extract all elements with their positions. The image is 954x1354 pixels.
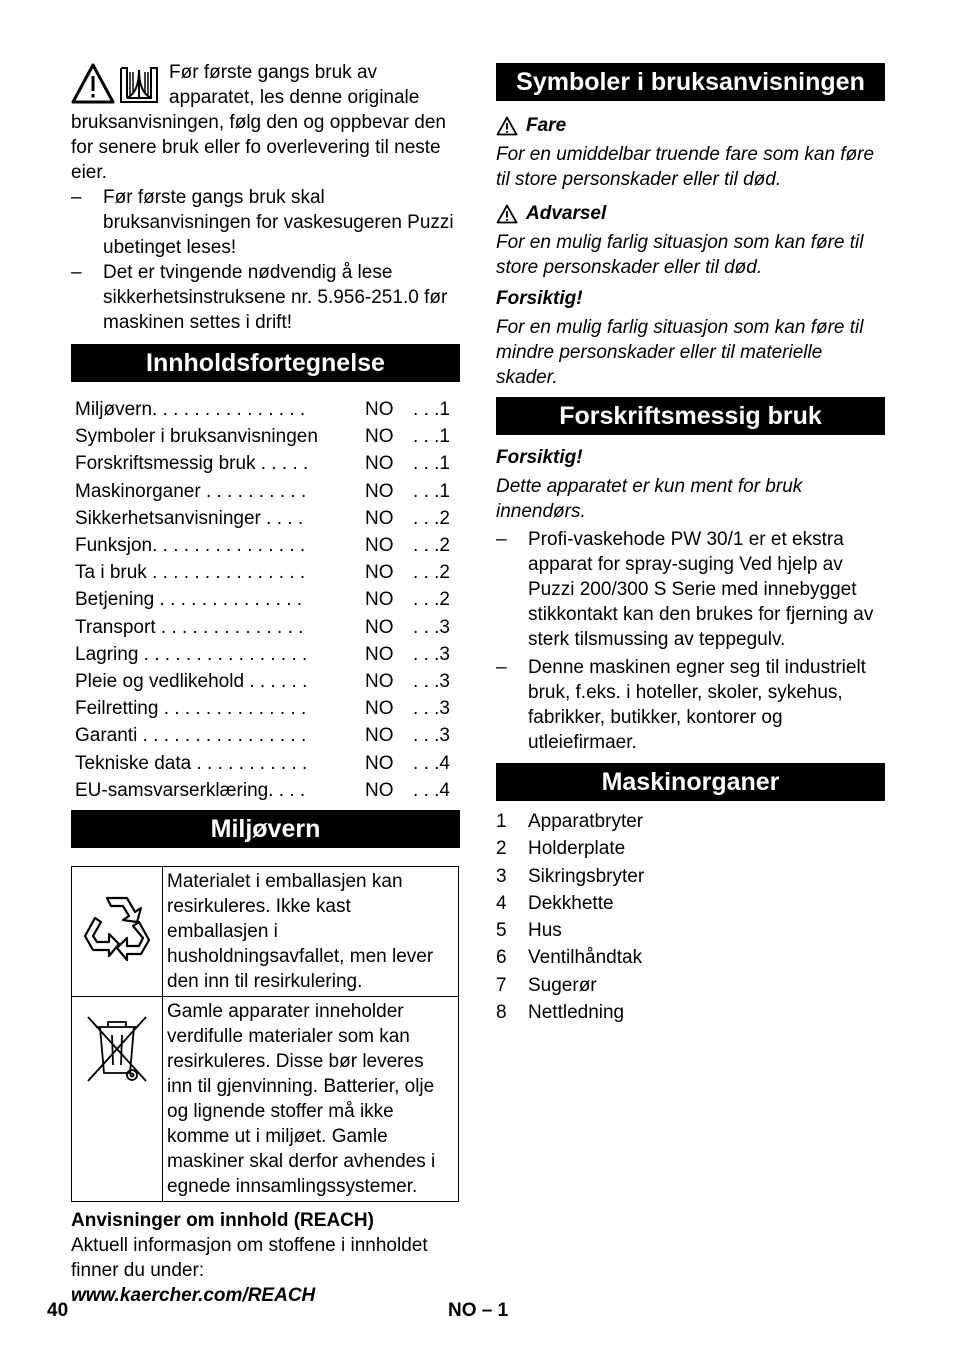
toc-entry-page: . . .2 bbox=[413, 535, 450, 557]
toc-entry-lang: NO bbox=[365, 616, 394, 638]
waste-text: Gamle apparater inneholder verdifulle materialer som kan resirkuleres. Disse bør leveres inn til gjenvinning. Batterier, olje og lignende stoffer må ikke komme ut i miljøet. Gamle maskiner skal derfor avhendes i egnede innsamlingssystemer. bbox=[163, 996, 459, 1201]
toc-entry-title: Maskinorganer . . . . . . . . . . bbox=[75, 480, 307, 502]
part-label: Holderplate bbox=[528, 838, 626, 860]
part-label: Hus bbox=[528, 920, 562, 942]
toc-entry-title: EU-samsvarserklæring. . . . bbox=[75, 779, 306, 801]
caution-label: Forsiktig! bbox=[496, 447, 583, 468]
table-row bbox=[72, 866, 459, 996]
toc-entry-lang: NO bbox=[365, 670, 394, 692]
left-column bbox=[71, 60, 460, 1308]
toc-entry-title: Pleie og vedlikehold . . . . . . bbox=[75, 670, 308, 692]
toc-row[interactable] bbox=[71, 641, 460, 668]
toc-entry-lang: NO bbox=[365, 725, 394, 747]
reach-text: Aktuell informasjon om stoffene i innholdet finner du under: bbox=[71, 1234, 428, 1281]
toc-entry-page: . . .1 bbox=[413, 426, 450, 448]
toc-row[interactable] bbox=[71, 505, 460, 532]
toc-entry-lang: NO bbox=[365, 399, 394, 421]
right-column bbox=[496, 63, 885, 1026]
fare-text: For en umiddelbar truende fare som kan føre til store personskader eller til død. bbox=[496, 144, 875, 190]
toc-entry-page: . . .3 bbox=[413, 616, 450, 638]
list-item bbox=[496, 863, 885, 890]
part-label: Sikringsbryter bbox=[528, 865, 645, 887]
recycle-icon bbox=[79, 890, 155, 966]
toc-row[interactable] bbox=[71, 396, 460, 423]
toc-entry-title: Symboler i bruksanvisningen bbox=[75, 426, 318, 448]
toc-heading: Innholdsfortegnelse bbox=[71, 344, 460, 382]
toc-entry-title: Forskriftsmessig bruk . . . . . bbox=[75, 453, 309, 475]
toc-row[interactable] bbox=[71, 478, 460, 505]
forsiktig-label: Forsiktig! bbox=[496, 288, 583, 309]
toc-row[interactable] bbox=[71, 586, 460, 613]
toc-entry-page: . . .3 bbox=[413, 725, 450, 747]
toc-row[interactable] bbox=[71, 777, 460, 804]
intended-use-heading: Forskriftsmessig bruk bbox=[496, 397, 885, 435]
toc-entry-lang: NO bbox=[365, 562, 394, 584]
toc-row[interactable] bbox=[71, 722, 460, 749]
toc-row[interactable] bbox=[71, 668, 460, 695]
crossed-bin-icon bbox=[82, 1011, 152, 1087]
table-row bbox=[72, 996, 459, 1201]
warning-icon bbox=[496, 116, 518, 136]
recycle-text: Materialet i emballasjen kan resirkuleres. Ikke kast emballasjen i husholdningsavfallet, men lever den inn til resirkulering. bbox=[163, 866, 459, 996]
toc-entry-lang: NO bbox=[365, 643, 394, 665]
part-label: Ventilhåndtak bbox=[528, 947, 643, 969]
forsiktig-text: For en mulig farlig situasjon som kan føre til mindre personskader eller til materielle skader. bbox=[496, 317, 864, 388]
section-page-label: NO – 1 bbox=[448, 1300, 509, 1321]
part-label: Nettledning bbox=[528, 1002, 625, 1024]
toc-entry-lang: NO bbox=[365, 752, 394, 774]
intro-text: Før første gangs bruk av apparatet, les denne originale bruksanvisningen, følg den og oppbevar den for senere bruk eller fo overlevering til neste eier. bbox=[71, 62, 446, 183]
toc-entry-page: . . .4 bbox=[413, 779, 450, 801]
parts-list bbox=[496, 808, 885, 1026]
toc-row[interactable] bbox=[71, 450, 460, 477]
toc-entry-page: . . .1 bbox=[413, 480, 450, 502]
intro-list bbox=[71, 185, 460, 335]
part-number: 8 bbox=[496, 1002, 507, 1024]
toc-row[interactable] bbox=[71, 559, 460, 586]
toc-entry-title: Feilretting . . . . . . . . . . . . . . bbox=[75, 698, 307, 720]
warning-manual-icon bbox=[71, 62, 163, 106]
toc-entry-page: . . .2 bbox=[413, 507, 450, 529]
toc-entry-lang: NO bbox=[365, 779, 394, 801]
toc-entry-page: . . .1 bbox=[413, 399, 450, 421]
list-item bbox=[496, 972, 885, 999]
part-label: Dekkhette bbox=[528, 892, 614, 914]
list-item bbox=[496, 835, 885, 862]
intro-block bbox=[71, 60, 460, 185]
toc-entry-page: . . .3 bbox=[413, 698, 450, 720]
reach-title: Anvisninger om innhold (REACH) bbox=[71, 1209, 374, 1231]
toc-row[interactable] bbox=[71, 695, 460, 722]
caution-text: Dette apparatet er kun ment for bruk innendørs. bbox=[496, 476, 803, 522]
list-item bbox=[496, 917, 885, 944]
part-number: 3 bbox=[496, 865, 507, 887]
part-label: Sugerør bbox=[528, 974, 597, 996]
parts-heading: Maskinorganer bbox=[496, 763, 885, 801]
toc-entry-title: Garanti . . . . . . . . . . . . . . . . bbox=[75, 725, 307, 747]
reach-link[interactable]: www.kaercher.com/REACH bbox=[71, 1284, 316, 1306]
list-item bbox=[496, 944, 885, 971]
symbols-heading: Symboler i bruksanvisningen bbox=[496, 63, 885, 101]
part-number: 6 bbox=[496, 947, 507, 969]
toc-row[interactable] bbox=[71, 532, 460, 559]
toc-entry-title: Lagring . . . . . . . . . . . . . . . . bbox=[75, 643, 308, 665]
list-item bbox=[496, 999, 885, 1026]
toc-entry-page: . . .2 bbox=[413, 589, 450, 611]
toc-entry-title: Tekniske data . . . . . . . . . . . bbox=[75, 752, 308, 774]
toc-entry-page: . . .2 bbox=[413, 562, 450, 584]
list-item bbox=[496, 808, 885, 835]
toc-entry-page: . . .1 bbox=[413, 453, 450, 475]
toc-entry-title: Sikkerhetsanvisninger . . . . bbox=[75, 507, 304, 529]
part-number: 4 bbox=[496, 892, 507, 914]
toc-entry-title: Ta i bruk . . . . . . . . . . . . . . . bbox=[75, 562, 306, 584]
list-item: – Denne maskinen egner seg til industrielt bruk, f.eks. i hoteller, skoler, sykehus, fabrikker, butikker, kontorer og utleiefirmaer. bbox=[496, 655, 885, 755]
warning-icon bbox=[496, 204, 518, 224]
toc-entry-lang: NO bbox=[365, 426, 394, 448]
toc-entry-lang: NO bbox=[365, 535, 394, 557]
toc-entry-lang: NO bbox=[365, 589, 394, 611]
toc-table bbox=[71, 396, 460, 804]
fare-label: Fare bbox=[526, 115, 567, 136]
toc-entry-page: . . .4 bbox=[413, 752, 450, 774]
crossed-bin-icon-cell bbox=[72, 996, 163, 1201]
advarsel-label: Advarsel bbox=[526, 203, 607, 224]
toc-entry-lang: NO bbox=[365, 507, 394, 529]
toc-row[interactable] bbox=[71, 423, 460, 450]
list-item: – Det er tvingende nødvendig å lese sikkerhetsinstruksene nr. 5.956-251.0 før maskinen settes i drift! bbox=[71, 260, 460, 335]
toc-entry-title: Funksjon. . . . . . . . . . . . . . . bbox=[75, 535, 306, 557]
fare-label-row bbox=[496, 113, 885, 138]
list-item: – Før første gangs bruk skal bruksanvisningen for vaskesugeren Puzzi ubetinget leses! bbox=[71, 185, 460, 260]
part-number: 5 bbox=[496, 920, 507, 942]
advarsel-text: For en mulig farlig situasjon som kan føre til store personskader eller til død. bbox=[496, 232, 864, 278]
toc-row[interactable] bbox=[71, 749, 460, 776]
toc-entry-lang: NO bbox=[365, 453, 394, 475]
toc-entry-title: Transport . . . . . . . . . . . . . . bbox=[75, 616, 304, 638]
advarsel-label-row bbox=[496, 201, 885, 226]
environment-table bbox=[71, 866, 459, 1202]
toc-entry-title: Miljøvern. . . . . . . . . . . . . . . bbox=[75, 399, 306, 421]
intended-use-list bbox=[496, 527, 885, 755]
recycle-icon-cell bbox=[72, 866, 163, 996]
toc-entry-page: . . .3 bbox=[413, 670, 450, 692]
page-number: 40 bbox=[47, 1300, 69, 1321]
part-number: 1 bbox=[496, 811, 507, 832]
toc-entry-lang: NO bbox=[365, 480, 394, 502]
part-label: Apparatbryter bbox=[528, 811, 644, 832]
toc-entry-page: . . .3 bbox=[413, 643, 450, 665]
list-item bbox=[496, 890, 885, 917]
part-number: 7 bbox=[496, 974, 507, 996]
toc-row[interactable] bbox=[71, 614, 460, 641]
list-item: – Profi-vaskehode PW 30/1 er et ekstra apparat for spray-suging Ved hjelp av Puzzi 200/300 S Serie med innebygget stikkontakt kan den brukes for fjerning av sterk tilsmussing av teppegulv. bbox=[496, 527, 885, 652]
environment-heading: Miljøvern bbox=[71, 810, 460, 848]
toc-entry-title: Betjening . . . . . . . . . . . . . . bbox=[75, 589, 303, 611]
toc-entry-lang: NO bbox=[365, 698, 394, 720]
part-number: 2 bbox=[496, 838, 507, 860]
